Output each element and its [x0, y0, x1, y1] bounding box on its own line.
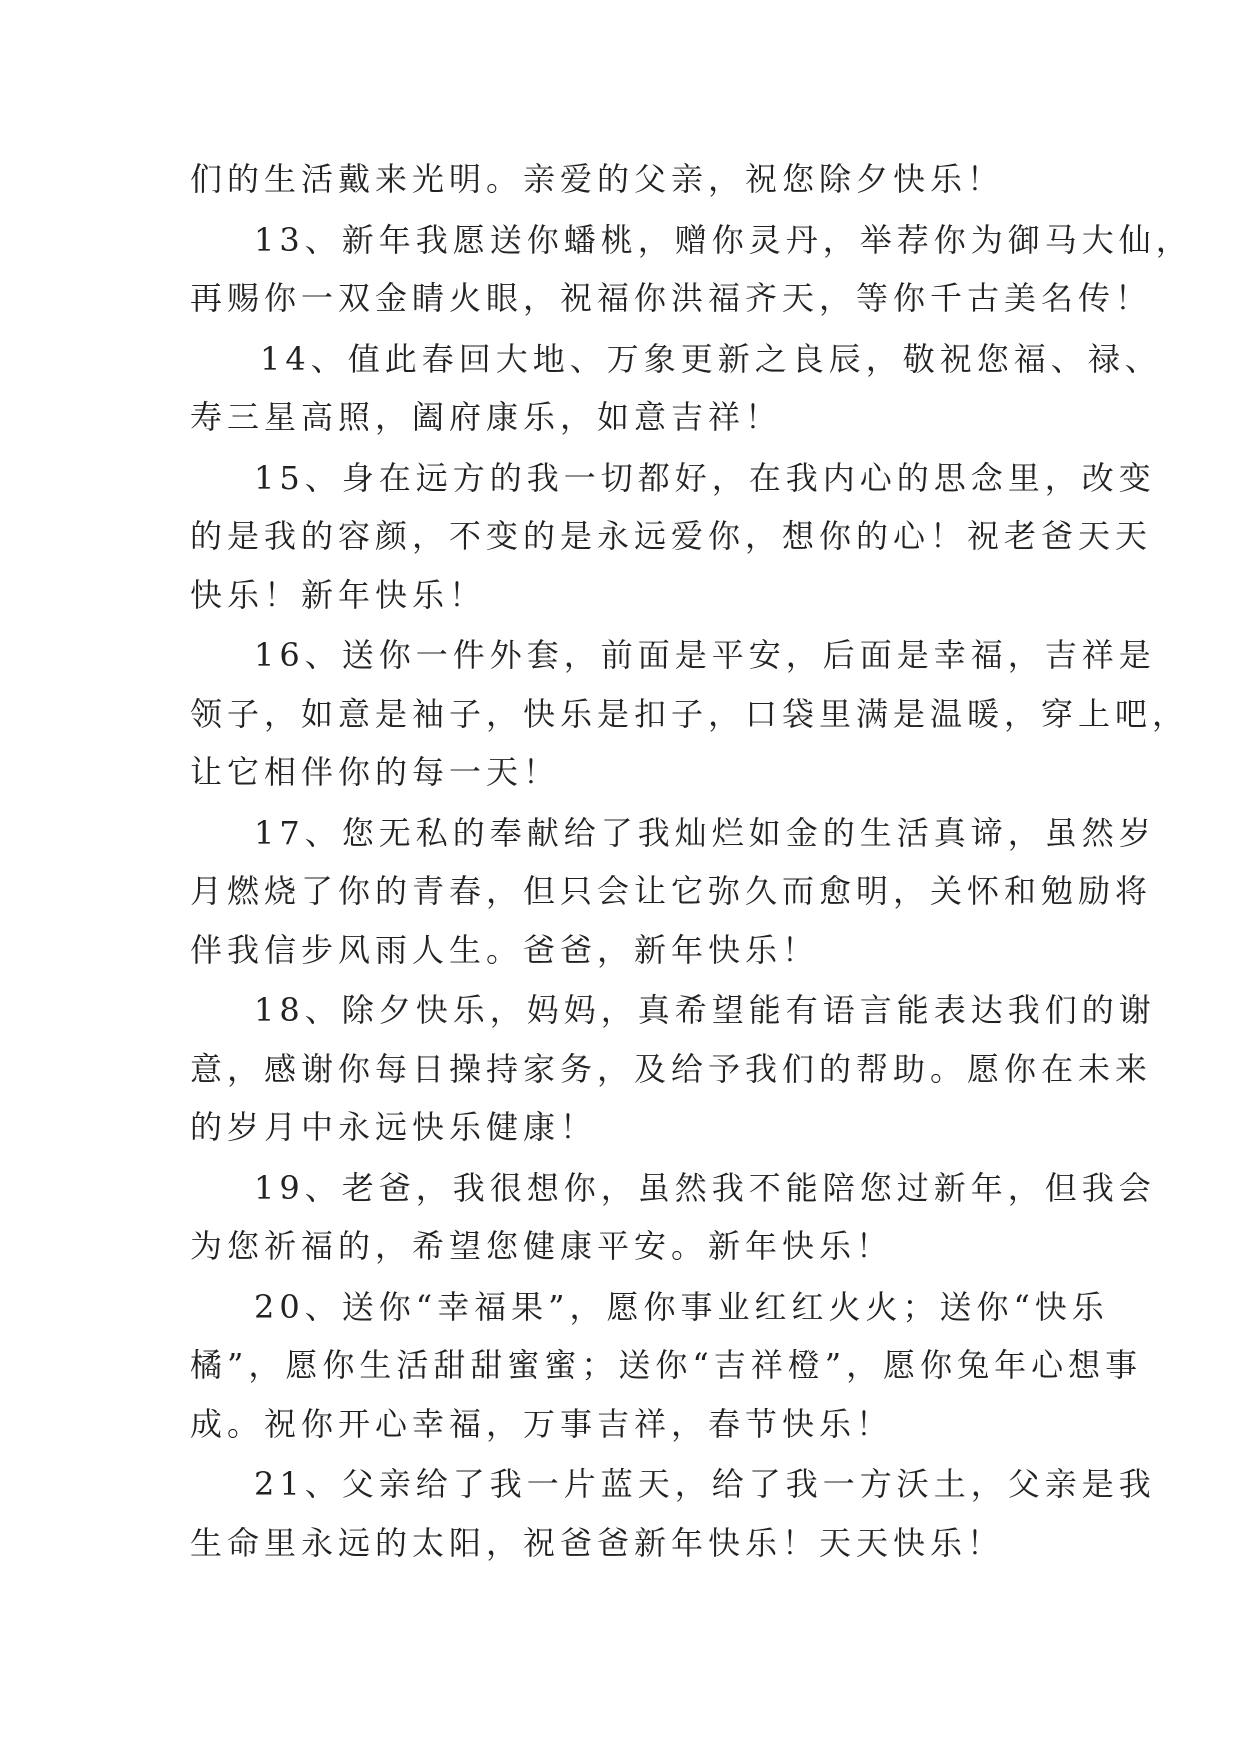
- text-line: 15、身在远方的我一切都好，在我内心的思念里，改变: [254, 458, 1156, 497]
- text-line: 生命里永远的太阳，祝爸爸新年快乐！天天快乐！: [190, 1523, 1005, 1562]
- document-page: [190, 150, 1193, 1574]
- text-line: 17、您无私的奉献给了我灿烂如金的生活真谛，虽然岁: [254, 813, 1156, 852]
- paragraph-19: [190, 1159, 1156, 1276]
- paragraph-20: [190, 1278, 1143, 1454]
- paragraph-17: [190, 804, 1156, 980]
- text-line: 们的生活戴来光明。亲爱的父亲，祝您除夕快乐！: [190, 160, 1005, 198]
- text-line: 的岁月中永远快乐健康！: [190, 1108, 598, 1146]
- text-line: 18、除夕快乐，妈妈，真希望能有语言能表达我们的谢: [254, 991, 1156, 1029]
- paragraph-continuation: [190, 150, 1070, 209]
- text-line: 意，感谢你每日操持家务，及给予我们的帮助。愿你在未来: [190, 1049, 1153, 1088]
- text-line: 月燃烧了你的青春，但只会让它弥久而愈明，关怀和勉励将: [190, 872, 1153, 910]
- paragraph-16: [190, 626, 1190, 802]
- text-line: 16、送你一件外套，前面是平安，后面是幸福，吉祥是: [254, 636, 1156, 674]
- text-line: 伴我信步风雨人生。爸爸，新年快乐！: [190, 930, 820, 969]
- paragraph-18: [190, 981, 1156, 1157]
- paragraph-13: [190, 211, 1193, 328]
- text-line: 成。祝你开心幸福，万事吉祥，春节快乐！: [190, 1404, 894, 1443]
- paragraph-21: [190, 1455, 1156, 1572]
- text-line: 14、值此春回大地、万象更新之良辰，敬祝您福、禄、: [260, 339, 1162, 378]
- text-line: 20、送你“幸福果”，愿你事业红红火火；送你“快乐: [254, 1287, 1109, 1326]
- text-line: 的是我的容颜，不变的是永远爱你，想你的心！祝老爸天天: [190, 517, 1153, 555]
- text-line: 为您祈福的，希望您健康平安。新年快乐！: [190, 1227, 894, 1265]
- paragraph-14: [190, 330, 1162, 447]
- text-line: 领子，如意是袖子，快乐是扣子，口袋里满是温暖，穿上吧，: [190, 694, 1190, 733]
- text-line: 再赐你一双金睛火眼，祝福你洪福齐天，等你千古美名传！: [190, 279, 1153, 317]
- text-line: 寿三星高照，阖府康乐，如意吉祥！: [190, 398, 783, 436]
- text-line: 橘”，愿你生活甜甜蜜蜜；送你“吉祥橙”，愿你兔年心想事: [190, 1346, 1143, 1384]
- text-line: 快乐！新年快乐！: [190, 575, 487, 614]
- text-line: 13、新年我愿送你蟠桃，赠你灵丹，举荐你为御马大仙，: [254, 220, 1193, 259]
- text-line: 19、老爸，我很想你，虽然我不能陪您过新年，但我会: [254, 1168, 1156, 1207]
- text-line: 21、父亲给了我一片蓝天，给了我一方沃土，父亲是我: [254, 1465, 1156, 1503]
- paragraph-15: [190, 449, 1156, 625]
- text-line: 让它相伴你的每一天！: [190, 753, 561, 791]
